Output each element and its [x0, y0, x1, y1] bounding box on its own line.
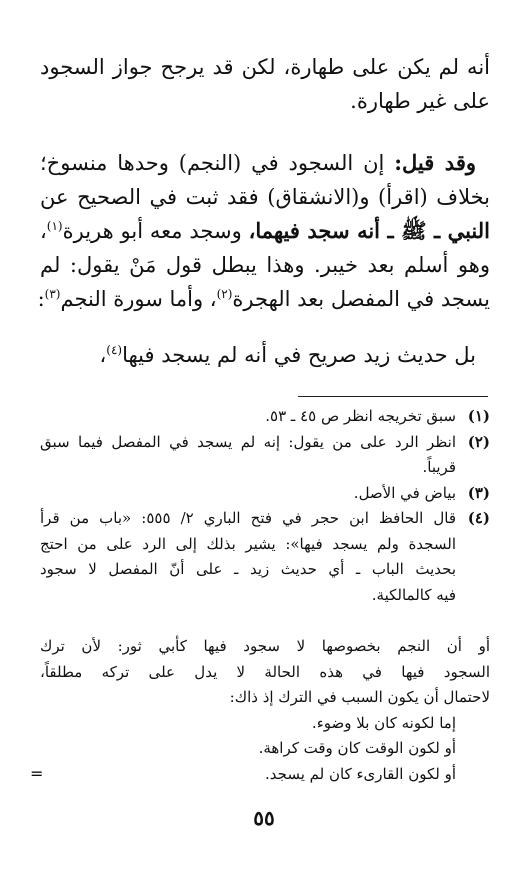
- footnote-text: بحديث الباب ـ أي حديث زيد ـ على أنّ المفصل لا سجود: [40, 560, 456, 578]
- paragraph-3-line-1: [40, 338, 490, 372]
- paragraph-2-line-3: [40, 214, 490, 248]
- footnote-text: بياض في الأصل.: [353, 483, 456, 502]
- continuation-line: أو لكون القارىء كان لم يسجد.: [265, 764, 456, 783]
- footnotes: [40, 404, 490, 608]
- footnote-number: (٤): [467, 509, 490, 527]
- continuation-line: السجود فيها في هذه الحالة لا يدل على تركه مطلقاً،: [40, 662, 490, 681]
- paragraph-2: [37, 146, 490, 316]
- paragraph-2-line-4: وهو أسلم بعد خيبر. وهذا يبطل قول مَنْ يقول: لم: [40, 253, 490, 277]
- main-text: [40, 50, 490, 118]
- footnote-ref-4: (٤): [106, 343, 123, 357]
- comma: ،: [99, 343, 107, 367]
- footnote-4: [40, 506, 490, 608]
- footnote-number: (٣): [467, 483, 490, 502]
- footnote-text: انظر الرد على من يقول: إنه لم يسجد في المفصل فيما سبق: [40, 432, 456, 451]
- footnote-text: السجدة ولم يسجد فيها»: يشير بذلك إلى الرد على من احتج: [40, 534, 456, 553]
- footnote-ref-2: (٢): [216, 287, 233, 301]
- paragraph-1-line-1: أنه لم يكن على طهارة، لكن قد يرجح جواز السجود: [40, 55, 490, 79]
- paragraph-1-line-2: على غير طهارة.: [350, 89, 490, 113]
- footnote-text: فيه كالمالكية.: [371, 585, 456, 604]
- footnote-number: (١): [467, 407, 490, 425]
- footnote-2: [40, 430, 490, 481]
- footnote-text: قال الحافظ ابن حجر في فتح الباري ٢/ ٥٥٥: «باب من قرأ: [40, 509, 457, 527]
- paragraph-2-line-1-text: إن السجود في (النجم) وحدها منسوخ؛: [40, 151, 395, 175]
- continuation-line: أو أن النجم بخصوصها لا سجود فيها كأبي ثور: لأن ترك: [40, 637, 490, 655]
- continuation-line: لاحتمال أن يكون السبب في الترك إذ ذاك:: [229, 688, 490, 706]
- continuation-line: أو لكون الوقت كان وقت كراهة.: [258, 739, 456, 757]
- lead-phrase: وقد قيل:: [394, 150, 477, 175]
- paragraph-2-line-1: [40, 146, 490, 180]
- footnote-text: قريباً.: [422, 458, 456, 476]
- comma: ،: [40, 219, 47, 243]
- footnote-1: [40, 404, 490, 430]
- page-number: ٥٥: [253, 806, 275, 830]
- paragraph-3: [40, 338, 490, 372]
- paragraph-2-line-5-text-a: يسجد في المفصل بعد الهجرة: [232, 287, 490, 311]
- paragraph-2-line-3-text: وسجد معه أبو هريرة: [62, 219, 249, 243]
- continuation-mark: =: [30, 764, 44, 783]
- footnote-3: [40, 481, 490, 507]
- continuation-line: إما لكونه كان بلا وضوء.: [311, 713, 456, 732]
- paragraph-2-line-5-text-b: ، وأما سورة النجم: [60, 287, 217, 311]
- footnote-text: سبق تخريجه انظر ص ٤٥ ـ ٥٣.: [265, 407, 456, 425]
- paragraph-2-line-2: بخلاف (اقرأ) و(الانشقاق) فقد ثبت في الصحيح عن: [40, 185, 490, 209]
- footnote-continuation: [40, 634, 490, 787]
- paragraph-2-line-5: [37, 282, 490, 316]
- footnote-ref-3: (٣): [44, 287, 61, 301]
- footnote-number: (٢): [467, 432, 490, 451]
- footnote-separator: [298, 396, 488, 397]
- footnote-ref-1: (١): [46, 219, 63, 233]
- paragraph-3-text: بل حديث زيد صريح في أنه لم يسجد فيها: [122, 343, 476, 367]
- bold-phrase: النبي ـ ﷺ ـ أنه سجد فيهما،: [248, 218, 490, 243]
- colon: :: [37, 287, 45, 311]
